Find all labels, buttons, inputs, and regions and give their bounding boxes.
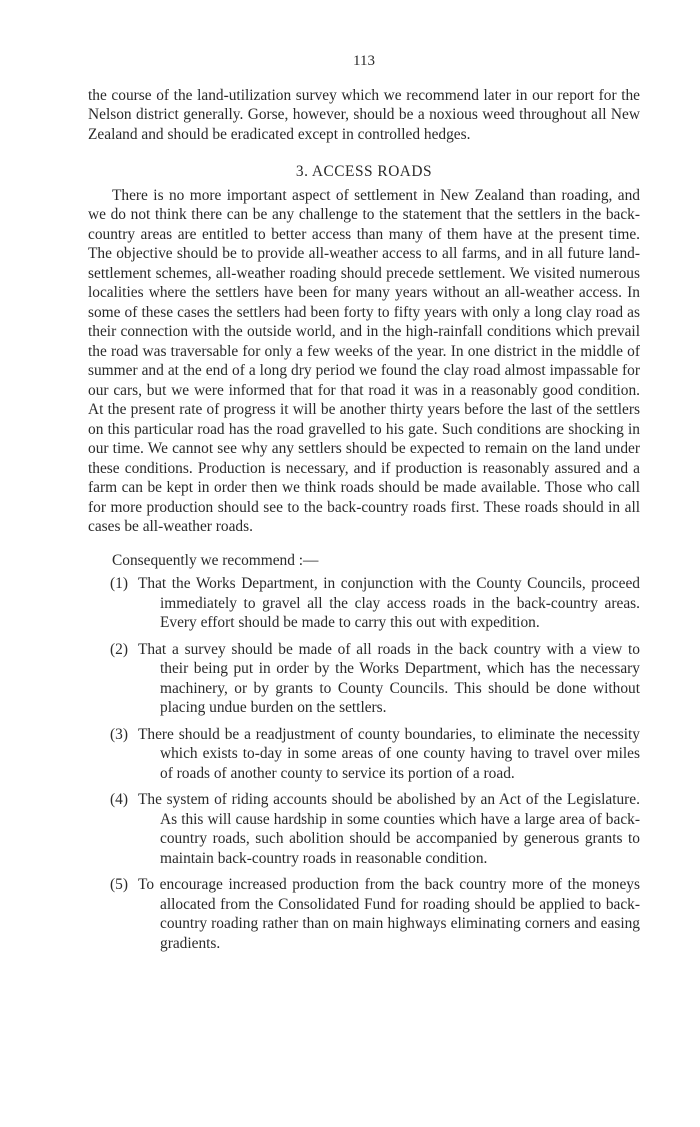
section-heading: 3. ACCESS ROADS [295,163,433,180]
recommendation-text: That the Works Department, in conjunction with the County Councils, proceed immediately to gravel all the clay access roads in the back-country areas. Every effort should be made to carry this out with expedition. [138,575,640,631]
recommendation-text: There should be a readjustment of county boundaries, to eliminate the necessity which exists to-day in some areas of one county having to travel over miles of roads of another county to service its portion of a road. [138,725,640,782]
intro-paragraph: the course of the land-utilization survey which we recommend later in our report for the Nelson district generally. Gorse, however, should be a noxious weed throughout all New Zealand and should be eradicated except in controlled hedges. [88,86,640,143]
recommendation-number: (2) [110,640,128,658]
recommendation-number: (1) [110,575,128,592]
recommendation-number: (3) [110,725,128,743]
recommendation-text: That a survey should be made of all roads in the back country with a view to their being put in order by the Works Department, which has the necessary machinery, or by grants to County Councils. This should be done without placing undue burden on the settlers. [138,640,640,716]
recommendations-list [88,574,640,953]
recommendations-intro: Consequently we recommend :— [112,551,319,569]
page-number: 113 [353,53,375,69]
recommendation-item [88,790,640,868]
recommendation-number: (4) [110,791,128,808]
document-page [88,52,640,960]
recommendation-number: (5) [110,876,128,893]
recommendation-item [88,574,640,633]
recommendation-item [88,875,640,953]
recommendation-text: The system of riding accounts should be abolished by an Act of the Legislature. As this will cause hardship in some counties which have a large area of back-country roads, such abolition should be accompanied by generous grants to maintain back-country roads in reasonable condition. [138,791,640,867]
body-paragraph: There is no more important aspect of settlement in New Zealand than roading, and we do not think there can be any challenge to the statement that the settlers in the back-country areas are entitled to better access than many of them have at the present time. The objective should be to provide all-weather access to all farms, and in all future land-settlement schemes, all-weather roading should precede settlement. We visited numerous localities where the settlers have been for many years without an all-weather access. In some of these cases the settlers had been forty to fifty years with only a long clay road as their connection with the outside world, and in the high-rainfall conditions which prevail the road was traversable for only a few weeks of the year. In one district in the middle of summer and at the end of a long dry period we found the clay road almost impassable for our cars, but we were informed that for that road it was in a reasonably good condition. At the present rate of progress it will be another thirty years before the last of the settlers on this particular road has the road gravelled to his gate. Such conditions are shocking in our time. We cannot see why any settlers should be expected to remain on the land under these conditions. Production is necessary, and if production is reasonably assured and a farm can be kept in order then we think roads should be made available. Those who call for more production should see to the back-country roads first. These roads should in all cases be all-weather roads. [88,186,640,535]
recommendation-item [88,640,640,718]
recommendation-text: To encourage increased production from the back country more of the moneys allocated from the Consolidated Fund for roading should be applied to back-country roading rather than on main highways eliminating corners and easing gradients. [138,876,640,952]
recommendation-item [88,725,640,784]
